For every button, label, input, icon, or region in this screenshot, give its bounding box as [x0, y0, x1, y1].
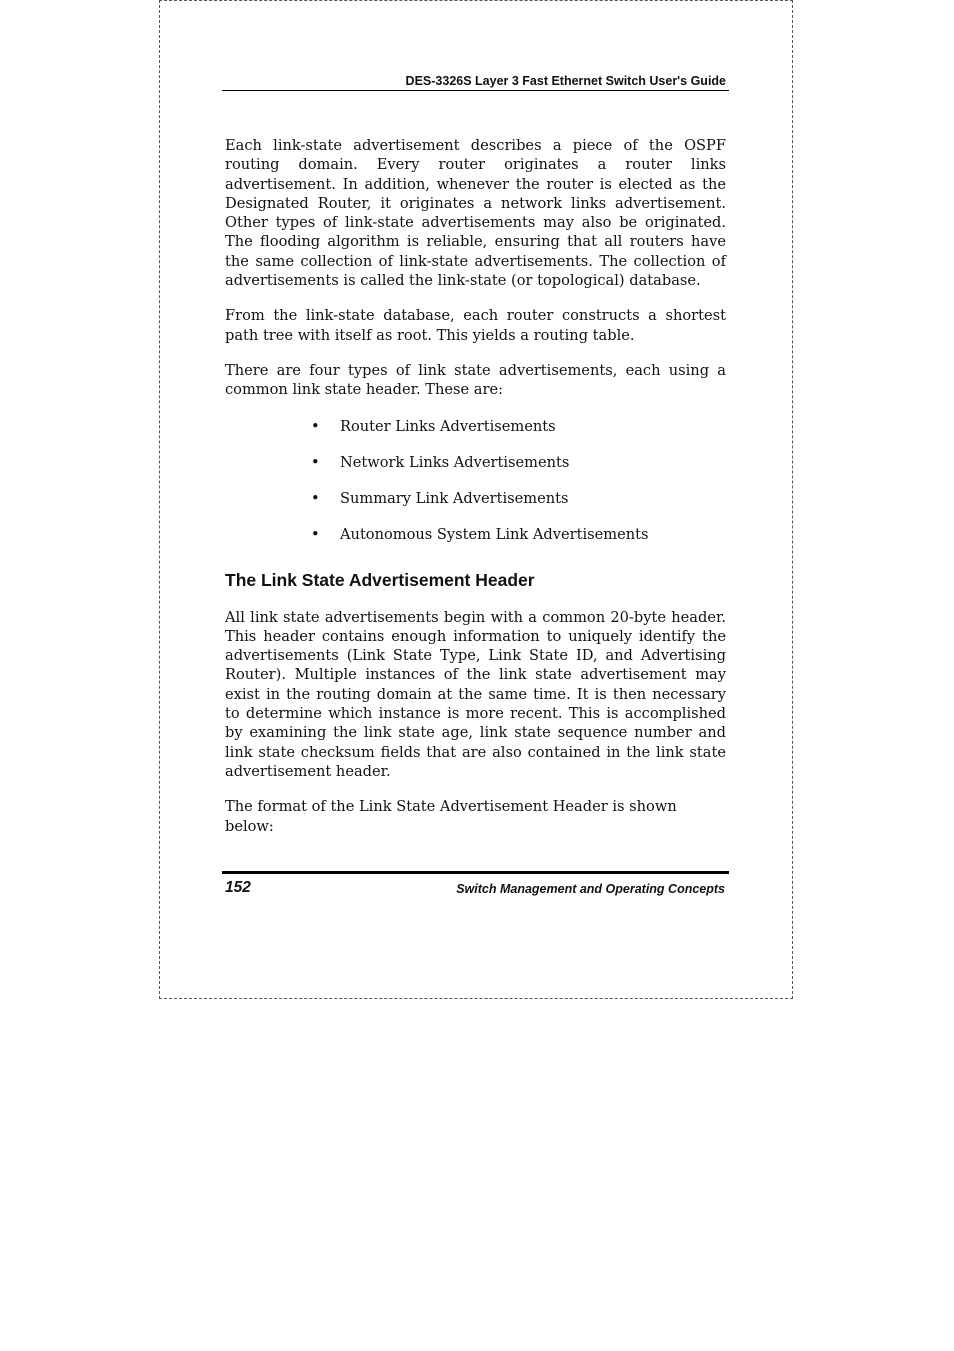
footer-section-title: Switch Management and Operating Concepts [456, 882, 725, 896]
paragraph-lsa-description: Each link-state advertisement describes a piece of the OSPF routing domain. Every router originates a router links advertisement. In addition, whenever the router is elected as the Designated Router, it originates a network links advertisement. Other types of link-state advertisements may also be originated. The flooding algorithm is reliable, ensuring that all routers have the same collection of link-state advertisements. The collection of advertisements is called the link-state (or topological) database. [225, 137, 726, 290]
list-item-label: Network Links Advertisements [340, 453, 570, 471]
paragraph-shortest-path: From the link-state database, each router constructs a shortest path tree with itself as root. This yields a routing table. [225, 307, 726, 344]
list-item-label: Router Links Advertisements [340, 417, 556, 435]
list-item-label: Autonomous System Link Advertisements [340, 525, 649, 543]
bullet-icon: • [311, 453, 320, 471]
bullet-icon: • [311, 525, 320, 543]
page-content [225, 136, 726, 852]
list-item [225, 489, 726, 525]
list-item-label: Summary Link Advertisements [340, 489, 569, 507]
bullet-icon: • [311, 489, 320, 507]
paragraph-lsa-header: All link state advertisements begin with a common 20-byte header. This header contains enough information to uniquely identify the advertisements (Link State Type, Link State ID, and Advertising Router). Multiple instances of the link state advertisement may exist in the routing domain at the same time. It is then necessary to determine which instance is more recent. This is accomplished by examining the link state age, link state sequence number and link state checksum fields that are also contained in the link state advertisement header. [225, 608, 726, 780]
list-item [225, 525, 726, 565]
paragraph-format-intro: The format of the Link State Advertisement Header is shown below: [225, 798, 677, 835]
bullet-icon: • [311, 417, 320, 435]
section-heading: The Link State Advertisement Header [225, 569, 535, 590]
running-header [222, 73, 729, 91]
page-number: 152 [225, 879, 251, 896]
paragraph-four-types: There are four types of link state advertisements, each using a common link state header. These are: [225, 361, 726, 399]
list-item [225, 453, 726, 489]
running-footer [222, 871, 729, 896]
guide-title: DES-3326S Layer 3 Fast Ethernet Switch User's Guide [405, 74, 726, 88]
list-item [225, 417, 726, 453]
lsa-types-list [225, 417, 726, 565]
